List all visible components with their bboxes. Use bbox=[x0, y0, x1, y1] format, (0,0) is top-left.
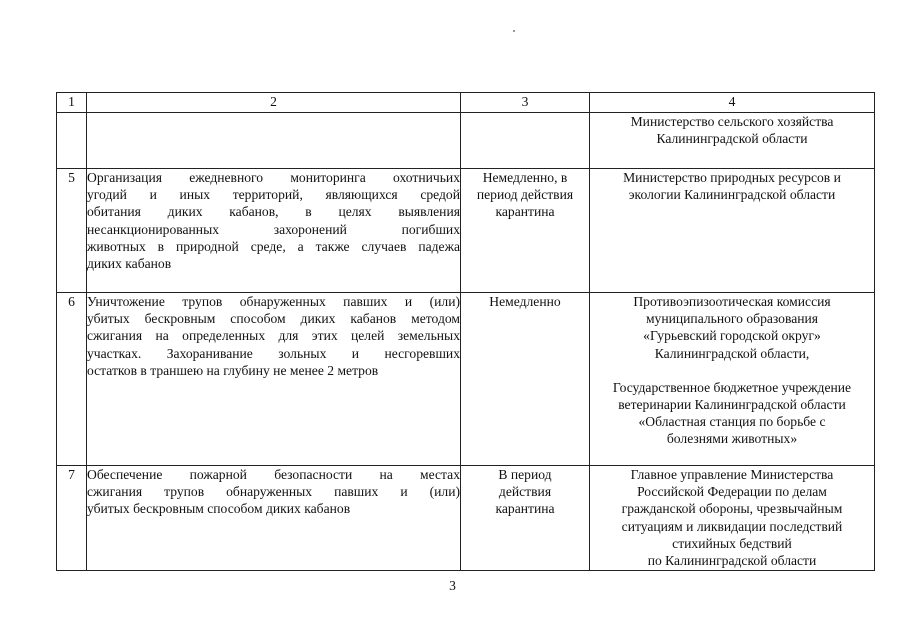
text-line: Противоэпизоотическая комиссия bbox=[633, 294, 831, 309]
text-line: В период bbox=[498, 467, 552, 482]
text-line: Калининградской области bbox=[656, 131, 808, 147]
scan-speck bbox=[513, 30, 515, 32]
text-line: Министерство сельского хозяйства bbox=[630, 114, 834, 129]
text-line: участках. Захоранивание зольных и несгоревших bbox=[87, 345, 460, 361]
text-line: несанкционированных захоронений погибших bbox=[87, 221, 460, 237]
measures-table bbox=[56, 92, 875, 571]
text-line: сжигания трупов обнаруженных павших и (или) bbox=[87, 484, 460, 500]
responsible-block bbox=[590, 113, 874, 147]
task-cell bbox=[87, 466, 461, 571]
text-line: Уничтожение трупов обнаруженных павших и (или) bbox=[87, 294, 460, 309]
text-line: действия bbox=[498, 484, 552, 500]
page-number: 3 bbox=[449, 578, 456, 593]
text-line: карантина bbox=[495, 204, 555, 220]
row-number: 6 bbox=[57, 293, 87, 466]
table-row bbox=[57, 466, 875, 571]
text-line: стихийных бедствий bbox=[672, 535, 792, 551]
text-line: ситуациям и ликвидации последствий bbox=[621, 518, 843, 534]
text-line: болезнями животных» bbox=[666, 431, 798, 447]
responsible-cell bbox=[590, 466, 875, 571]
term-cell bbox=[461, 293, 590, 466]
text-line: гражданской обороны, чрезвычайным bbox=[621, 501, 843, 517]
text-line: Государственное бюджетное учреждение bbox=[612, 379, 852, 395]
table-row bbox=[57, 293, 875, 466]
responsible-cell bbox=[590, 169, 875, 293]
block-spacer bbox=[590, 362, 874, 379]
text-line: обитания диких кабанов, в целях выявления bbox=[87, 204, 460, 220]
text-line: Обеспечение пожарной безопасности на местах bbox=[87, 467, 460, 482]
text-line: «Областная станция по борьбе с bbox=[638, 414, 826, 430]
text-line: Главное управление Министерства bbox=[630, 467, 834, 482]
row-number: 7 bbox=[57, 466, 87, 571]
term-cell bbox=[461, 113, 590, 169]
responsible-block bbox=[590, 293, 874, 362]
responsible-cell bbox=[590, 293, 875, 466]
task-cell bbox=[87, 293, 461, 466]
row-number: 5 bbox=[57, 169, 87, 293]
text-line: по Калининградской области bbox=[647, 553, 817, 569]
text-line: экологии Калининградской области bbox=[628, 187, 836, 203]
text-line: убитых бескровным способом диких кабанов методом bbox=[87, 311, 460, 327]
responsible-block bbox=[590, 379, 874, 448]
text-line: Министерство природных ресурсов и bbox=[623, 170, 841, 185]
text-line: муниципального образования bbox=[645, 311, 819, 327]
text-line: убитых бескровным способом диких кабанов bbox=[87, 501, 351, 517]
text-line: «Гурьевский городской округ» bbox=[643, 328, 821, 344]
text-line: угодий и иных территорий, являющихся средой bbox=[87, 187, 460, 203]
text-line: ветеринарии Калининградской области bbox=[618, 397, 846, 413]
text-line: животных в природной среде, а также случаев падежа bbox=[87, 238, 460, 254]
text-line: Немедленно bbox=[489, 294, 561, 309]
task-cell bbox=[87, 169, 461, 293]
text-line: период действия bbox=[476, 187, 574, 203]
text-line: карантина bbox=[495, 501, 555, 517]
responsible-block bbox=[590, 169, 874, 203]
text-line: сжигания на определенных для этих целей земельных bbox=[87, 328, 460, 344]
responsible-block bbox=[590, 466, 874, 569]
table-row bbox=[57, 169, 875, 293]
text-line: Российской Федерации по делам bbox=[637, 484, 827, 500]
term-cell bbox=[461, 169, 590, 293]
table-header-row bbox=[57, 93, 875, 113]
table-row bbox=[57, 113, 875, 169]
text-line: Организация ежедневного мониторинга охотничьих bbox=[87, 170, 460, 185]
text-line: диких кабанов bbox=[87, 256, 172, 272]
header-cell: 2 bbox=[87, 93, 461, 113]
responsible-cell bbox=[590, 113, 875, 169]
header-cell: 3 bbox=[461, 93, 590, 113]
text-line: Немедленно, в bbox=[482, 170, 568, 185]
task-cell bbox=[87, 113, 461, 169]
row-number bbox=[57, 113, 87, 169]
header-cell: 4 bbox=[590, 93, 875, 113]
text-line: остатков в траншею на глубину не менее 2 метров bbox=[87, 362, 379, 378]
text-line: Калининградской области, bbox=[654, 345, 810, 361]
term-cell bbox=[461, 466, 590, 571]
header-cell: 1 bbox=[57, 93, 87, 113]
